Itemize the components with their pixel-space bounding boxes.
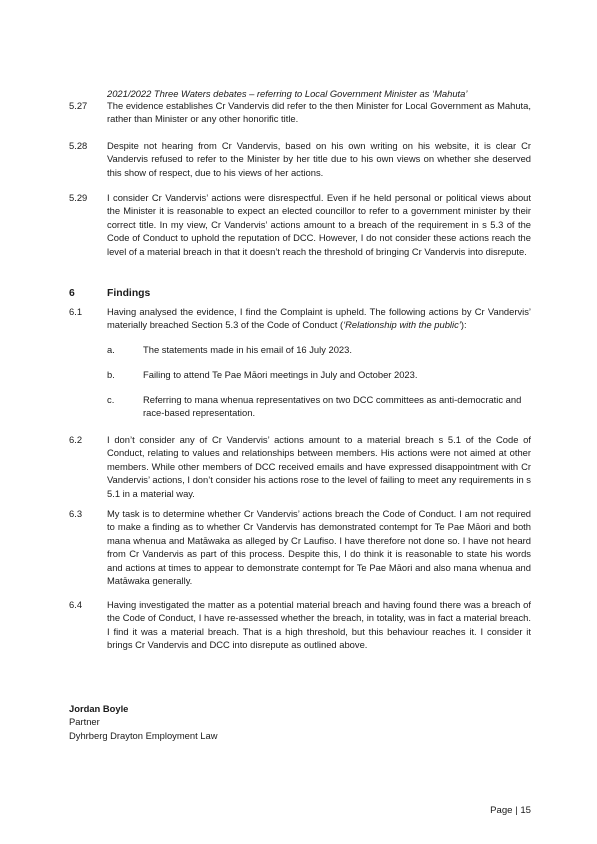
list-item-letter: b. (107, 369, 115, 380)
paragraph-text (107, 305, 531, 332)
list-item-letter: a. (107, 344, 115, 355)
paragraph-text: I consider Cr Vandervis’ actions were disrespectful. Even if he held personal or political views about the Minister it is reasonable to expect an elected councillor to refer to a government minister by their correct title. In my view, Cr Vandervis’ actions amount to a breach of the requirement in s 5.3 of the Code of Conduct to uphold the reputation of DCC. However, I do not consider these actions reach the level of a material breach in that it doesn’t reach the threshold of bringing Cr Vandervis into disrepute. (107, 192, 531, 257)
section-heading (69, 287, 150, 300)
paragraph-number: 5.28 (69, 140, 88, 151)
signatory-firm: Dyhrberg Drayton Employment Law (69, 729, 218, 741)
paragraph-6-2 (69, 433, 531, 500)
list-item-letter: c. (107, 394, 115, 405)
paragraph-text: My task is to determine whether Cr Vandervis’ actions breach the Code of Conduct. I am not required to make a finding as to whether Cr Vandervis has demonstrated contempt for Te Pae Māori and both mana whenua and Matāwaka as alleged by Cr Laufiso. I have therefore not done so. I have not heard from Cr Vandervis as part of this process. Despite this, I do think it is reasonable to state his words and actions at times to appear to demonstrate contempt for Te Pae Māori and also mana whenua and Matāwaka generally. (107, 508, 531, 587)
paragraph-5-27 (69, 99, 531, 126)
section-title: Findings (107, 288, 151, 299)
paragraph-6-4 (69, 598, 531, 652)
section-number: 6 (69, 288, 75, 299)
paragraph-6-1 (69, 305, 531, 332)
paragraph-number: 6.4 (69, 599, 83, 610)
paragraph-number: 6.3 (69, 508, 83, 519)
paragraph-text: Despite not hearing from Cr Vandervis, based on his own writing on his website, it is clear Cr Vandervis refused to refer to the Minister by her title due to his own views on whether she deserved this show of respect, due to his views of her actions. (107, 140, 531, 178)
paragraph-text: I don’t consider any of Cr Vandervis’ actions amount to a material breach s 5.1 of the Code of Conduct, relating to values and relationships between members. His actions were not aimed at other members. While other members of DCC received emails and have expressed disappointment with Cr Vandervis’ actions, I don’t consider his actions rose to the level of failing to meet any requirements in s 5.1 in a material way. (107, 434, 531, 499)
paragraph-number: 5.29 (69, 192, 88, 203)
paragraph-text-before: Having analysed the evidence, I find the Complaint is upheld. The following actions by Cr Vandervis’ materially breached Section 5.3 of the Code of Conduct ( (107, 306, 531, 331)
list-item-text: Referring to mana whenua representatives on two DCC committees as anti-democratic and race-based representation. (143, 394, 522, 419)
paragraph-number: 5.27 (69, 100, 88, 111)
signatory-name: Jordan Boyle (69, 703, 129, 714)
paragraph-text: The evidence establishes Cr Vandervis did refer to the then Minister for Local Government as Mahuta, rather than Minister or any other honorific title. (107, 100, 531, 125)
list-item-text: Failing to attend Te Pae Māori meetings in July and October 2023. (143, 369, 418, 380)
list-item (107, 343, 531, 356)
paragraph-number: 6.1 (69, 306, 83, 317)
paragraph-italic-quote: ‘Relationship with the public’ (343, 319, 461, 331)
page-number: Page | 15 (490, 805, 531, 816)
signatory-role: Partner (69, 716, 100, 728)
paragraph-6-3 (69, 507, 531, 587)
list-item (107, 368, 531, 381)
paragraph-5-29 (69, 191, 531, 258)
paragraph-text: Having investigated the matter as a potential material breach and having found there was a breach of the Code of Conduct, I have re-assessed whether the breach, in totality, was in fact a material breach. I find it was a material breach. That is a high threshold, but this behaviour reaches it. I consider it brings Cr Vandervis and DCC into disrepute as outlined above. (107, 599, 531, 651)
list-item (107, 393, 531, 420)
list-item-text: The statements made in his email of 16 July 2023. (143, 344, 352, 355)
paragraph-5-28 (69, 139, 531, 179)
signature-block (69, 702, 218, 742)
paragraph-number: 6.2 (69, 434, 83, 445)
subheading: 2021/2022 Three Waters debates – referring to Local Government Minister as ‘Mahuta’ (107, 88, 468, 99)
paragraph-text-after: ): (460, 319, 467, 331)
